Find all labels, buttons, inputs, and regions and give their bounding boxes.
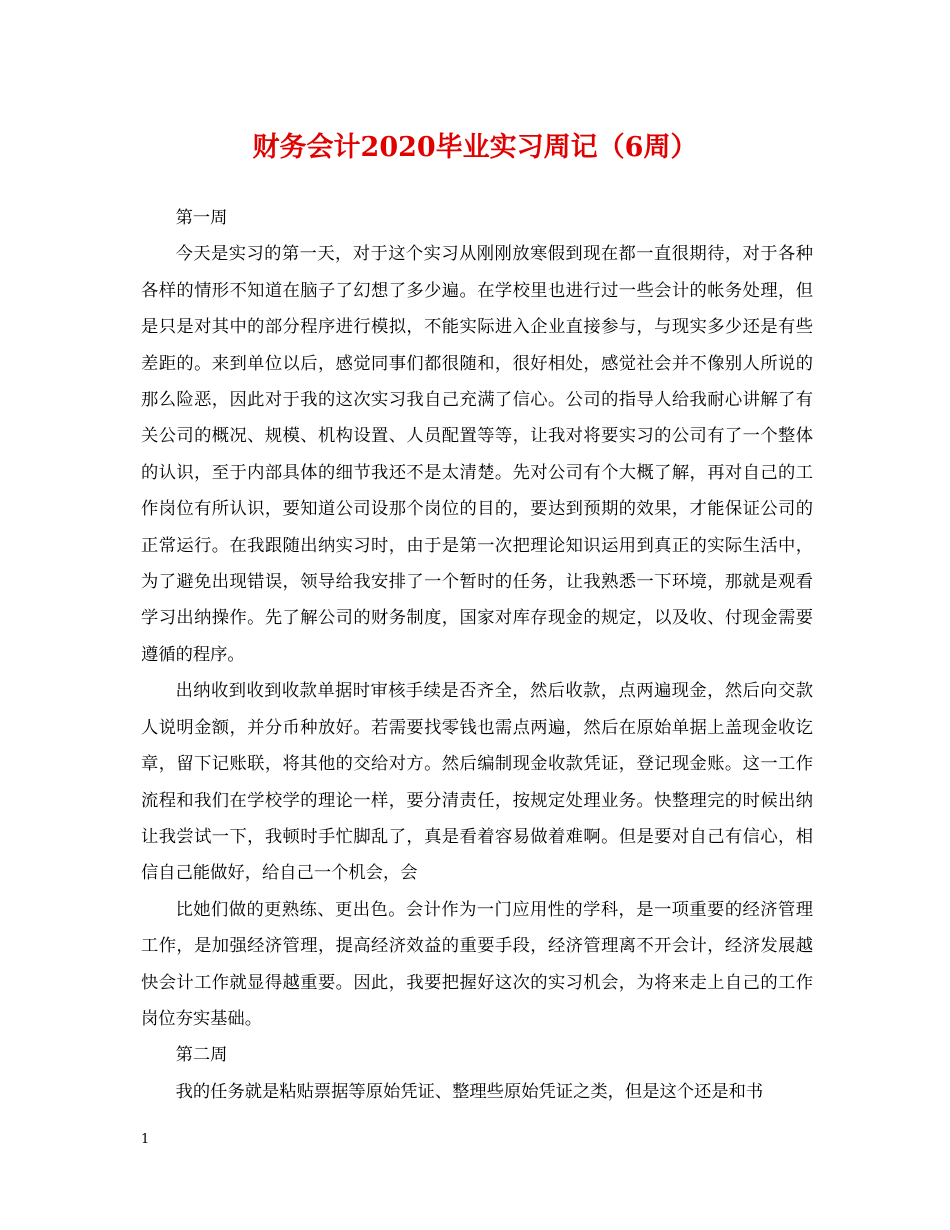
paragraph-4: 我的任务就是粘贴票据等原始凭证、整理些原始凭证之类，但是这个还是和书 — [175, 1081, 764, 1102]
paragraph-2: 出纳收到收到收款单据时审核手续是否齐全，然后收款，点两遍现金，然后向交款人说明金额，并分币种放好。若需要找零钱也需点两遍，然后在原始单据上盖现金收讫章，留下记账联，将其他的交给对方。然后编制现金收款凭证，登记现金账。这一工作流程和我们在学校学的理论一样，要分清责任，按规定处理业务。快整理完的时候出纳让我尝试一下，我顿时手忙脚乱了，真是看着容易做着难啊。但是要对自己有信心，相信自己能做好，给自己一个机会，会 — [141, 681, 813, 884]
page-number: 1 — [141, 1132, 150, 1147]
document-title: 财务会计2020毕业实习周记（6周） — [252, 132, 698, 163]
document-body — [141, 200, 813, 1110]
paragraph-1: 今天是实习的第一天，对于这个实习从刚刚放寒假到现在都一直很期待，对于各种各样的情形不知道在脑子了幻想了多少遍。在学校里也进行过一些会计的帐务处理，但是只是对其中的部分程序进行模拟，不能实际进入企业直接参与，与现实多少还是有些差距的。来到单位以后，感觉同事们都很随和，很好相处，感觉社会并不像别人所说的那么险恶，因此对于我的这次实习我自己充满了信心。公司的指导人给我耐心讲解了有关公司的概况、规模、机构设置、人员配置等等，让我对将要实习的公司有了一个整体的认识，至于内部具体的细节我还不是太清楚。先对公司有个大概了解，再对自己的工作岗位有所认识，要知道公司设那个岗位的目的，要达到预期的效果，才能保证公司的正常运行。在我跟随出纳实习时，由于是第一次把理论知识运用到真正的实际生活中，为了避免出现错误，领导给我安排了一个暂时的任务，让我熟悉一下环境，那就是观看学习出纳操作。先了解公司的财务制度，国家对库存现金的规定，以及收、付现金需要遵循的程序。 — [141, 244, 813, 665]
section-heading-week-1: 第一周 — [175, 208, 228, 228]
section-heading-week-2: 第二周 — [175, 1045, 228, 1066]
paragraph-3: 比她们做的更熟练、更出色。会计作为一门应用性的学科，是一项重要的经济管理工作，是加强经济管理，提高经济效益的重要手段，经济管理离不开会计，经济发展越快会计工作就显得越重要。因此，我要把握好这次的实习机会，为将来走上自己的工作岗位夯实基础。 — [141, 899, 813, 1029]
